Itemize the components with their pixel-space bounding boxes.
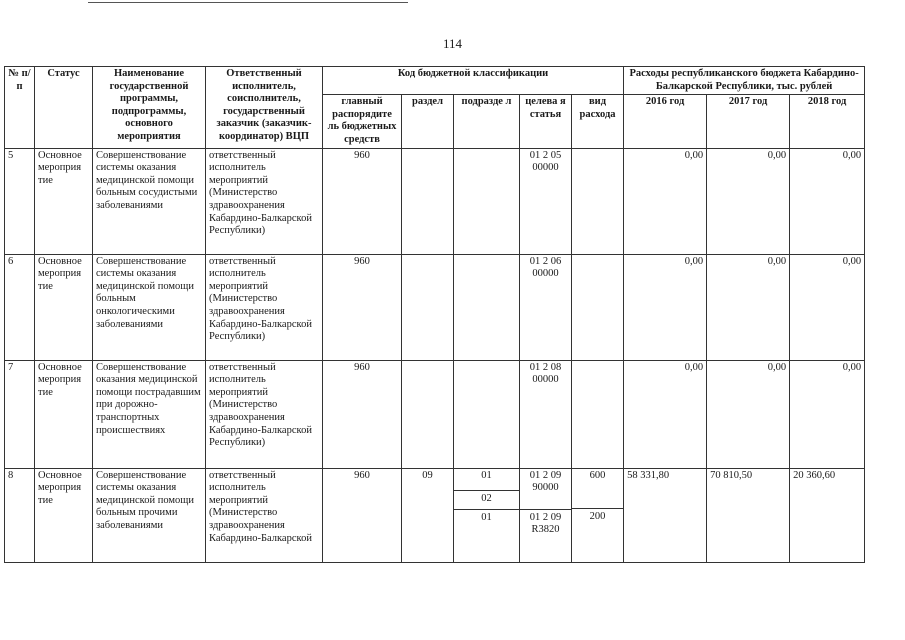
header-num: № п/п [5, 67, 35, 149]
header-y2018: 2018 год [790, 95, 865, 148]
header-expenses-group: Расходы республиканского бюджета Кабардино-Балкарской Республики, тыс. рублей [624, 67, 865, 95]
row-target: 01 2 05 00000 [520, 148, 572, 254]
header-row-1 [5, 67, 865, 95]
row-y2016: 58 331,80 [624, 468, 707, 562]
row-y2016: 0,00 [624, 254, 707, 360]
row-y2016: 0,00 [624, 148, 707, 254]
row-status: Основное мероприя тие [35, 254, 93, 360]
row-section [402, 254, 454, 360]
row-status: Основное мероприя тие [35, 468, 93, 562]
row-name: Совершенствование системы оказания медицинской помощи больным сосудистыми заболеваниями [93, 148, 206, 254]
header-kbk-subsection: подразде л [454, 95, 520, 148]
row-type [572, 254, 624, 360]
table-row [5, 468, 865, 562]
row-type [572, 360, 624, 468]
row-target: 01 2 08 00000 [520, 360, 572, 468]
table-row [5, 254, 865, 360]
row-num: 8 [5, 468, 35, 562]
row-subsection [454, 254, 520, 360]
header-kbk-main: главный распорядите ль бюджетных средств [323, 95, 402, 148]
row-responsible: ответственный исполнитель мероприятий (Министерство здравоохранения Кабардино-Балкарской Республики) [206, 360, 323, 468]
page-number: 114 [442, 36, 463, 51]
row-subsection [454, 360, 520, 468]
row-responsible: ответственный исполнитель мероприятий (Министерство здравоохранения Кабардино-Балкарской [206, 468, 323, 562]
row-num: 6 [5, 254, 35, 360]
row-subsection-3: 01 [454, 509, 519, 525]
row-main: 960 [323, 468, 402, 562]
row-y2018: 0,00 [790, 254, 865, 360]
row-y2017: 0,00 [707, 360, 790, 468]
row-target: 01 2 09 90000 [529, 469, 562, 494]
header-status: Статус [35, 67, 93, 149]
row-y2017: 0,00 [707, 254, 790, 360]
row-target: 01 2 06 00000 [520, 254, 572, 360]
row-y2017: 70 810,50 [707, 468, 790, 562]
row-type-3: 200 [572, 508, 623, 524]
row-section: 09 [402, 468, 454, 562]
header-kbk-group: Код бюджетной классификации [323, 67, 624, 95]
row-y2018: 0,00 [790, 148, 865, 254]
header-kbk-target: целева я статья [520, 95, 572, 148]
header-kbk-type: вид расхода [572, 95, 624, 148]
row-responsible: ответственный исполнитель мероприятий (Министерство здравоохранения Кабардино-Балкарской Республики) [206, 148, 323, 254]
row-subsection-2: 02 [454, 490, 519, 506]
row-num: 7 [5, 360, 35, 468]
row-name: Совершенствование системы оказания медицинской помощи больным онкологическими заболеваниями [93, 254, 206, 360]
header-responsible: Ответственный исполнитель, соисполнитель, государственный заказчик (заказчик-координатор) ВЦП [206, 67, 323, 149]
header-y2017: 2017 год [707, 95, 790, 148]
row-responsible: ответственный исполнитель мероприятий (Министерство здравоохранения Кабардино-Балкарской Республики) [206, 254, 323, 360]
budget-table [4, 66, 865, 563]
row-status: Основное мероприя тие [35, 360, 93, 468]
row-target-cell [520, 468, 572, 562]
table-row [5, 148, 865, 254]
row-main: 960 [323, 148, 402, 254]
row-main: 960 [323, 254, 402, 360]
row-num: 5 [5, 148, 35, 254]
row-y2017: 0,00 [707, 148, 790, 254]
row-main: 960 [323, 360, 402, 468]
row-name: Совершенствование оказания медицинской помощи пострадавшим при дорожно-транспортных происшествиях [93, 360, 206, 468]
row-y2016: 0,00 [624, 360, 707, 468]
row-y2018: 0,00 [790, 360, 865, 468]
row-status: Основное мероприя тие [35, 148, 93, 254]
row-type-cell [572, 468, 624, 562]
header-y2016: 2016 год [624, 95, 707, 148]
header-name: Наименование государственной программы, подпрограммы, основного мероприятия [93, 67, 206, 149]
row-name: Совершенствование системы оказания медицинской помощи больным прочими заболеваниями [93, 468, 206, 562]
row-type [572, 148, 624, 254]
row-type: 600 [589, 469, 606, 481]
row-subsection: 01 [481, 469, 492, 481]
row-section [402, 148, 454, 254]
top-rule [88, 2, 408, 3]
row-section [402, 360, 454, 468]
header-kbk-section: раздел [402, 95, 454, 148]
row-target-3: 01 2 09 R3820 [520, 509, 571, 537]
row-y2018: 20 360,60 [790, 468, 865, 562]
table-row [5, 360, 865, 468]
row-subsection [454, 148, 520, 254]
row-subsection-cell [454, 468, 520, 562]
